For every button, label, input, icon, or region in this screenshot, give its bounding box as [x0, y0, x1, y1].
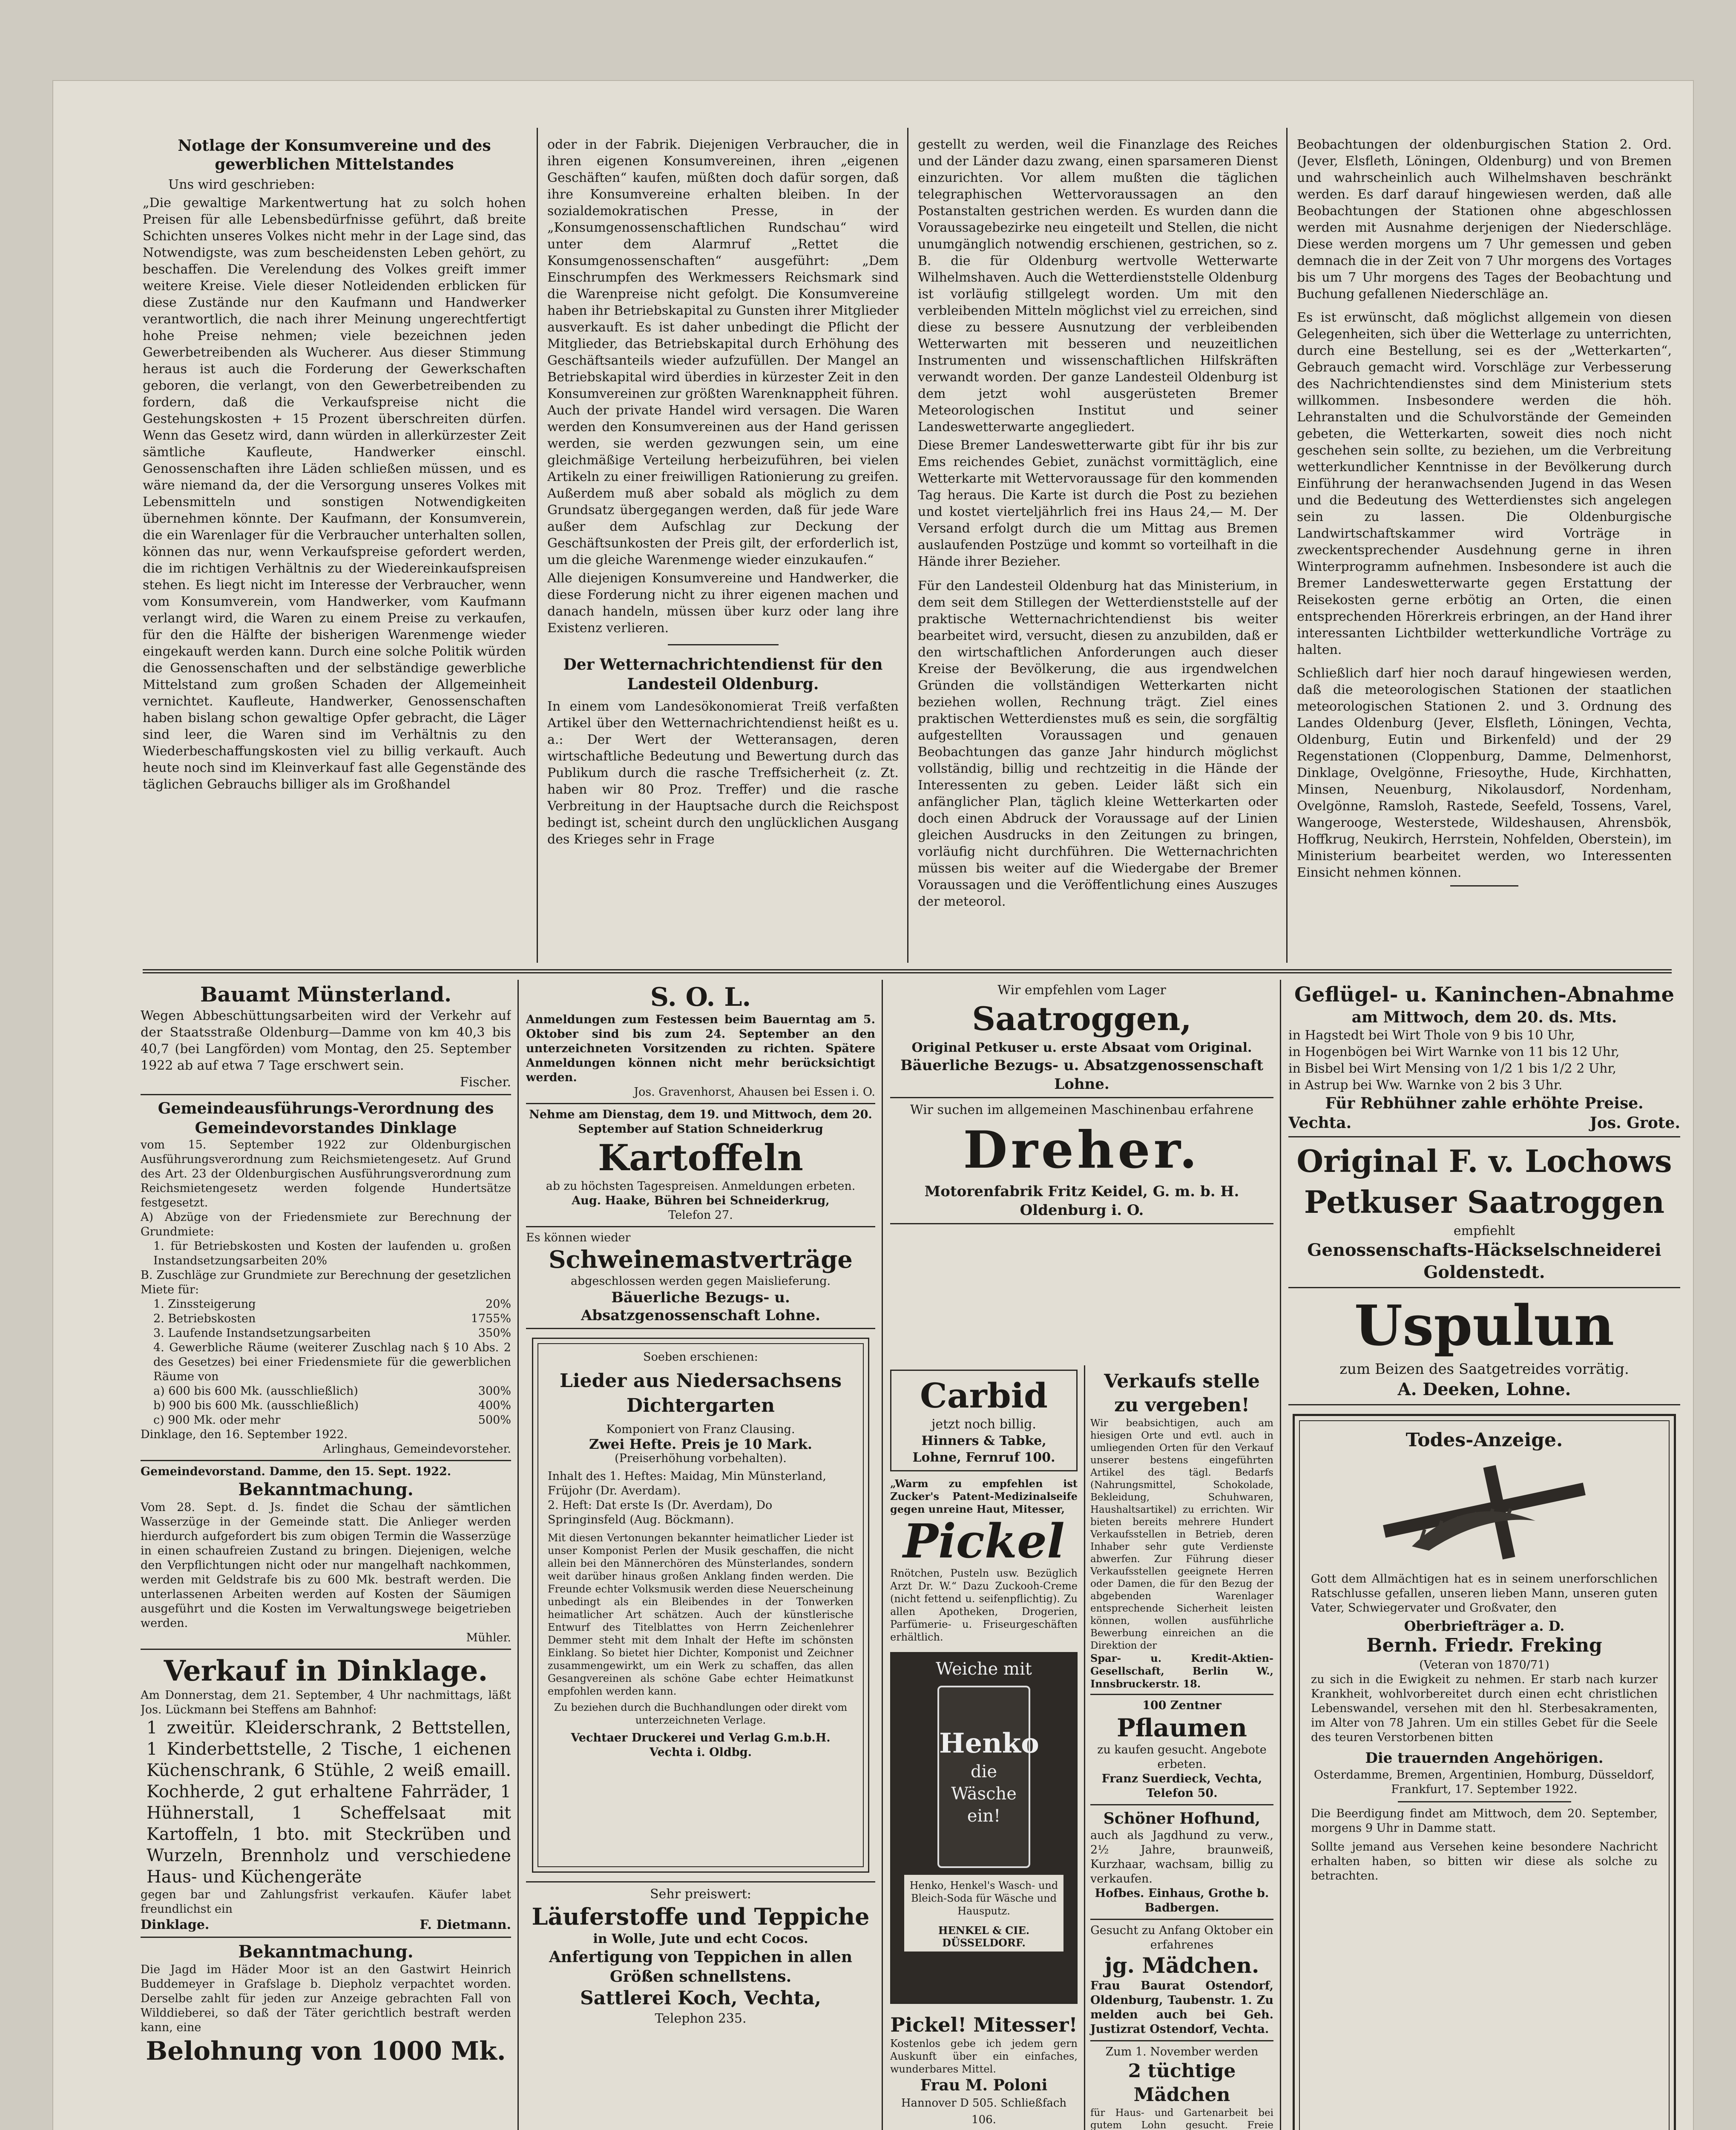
ad-title: Pickel: [903, 1514, 1065, 1569]
ad-footer: [1288, 1113, 1680, 1133]
ad-signature: Arlinghaus, Gemeindevorsteher.: [323, 1442, 511, 1456]
rate-label: 2. Betriebskosten: [153, 1312, 256, 1325]
ad-title: Bekanntmachung.: [238, 1942, 414, 1962]
ad-text: Wegen Abbeschüttungsarbeiten wird der Verkehr auf der Staatsstraße Oldenburg—Damme von km 40,3 bis 40,7 (bei Langförden) vom Montag, den 25. September 1922 ab auf etwa 7 Tage erschwert sein.: [141, 1008, 511, 1073]
ad-firm: Genossenschafts-Häckselschneiderei Goldenstedt.: [1307, 1240, 1661, 1282]
ad-address: Hannover D 505. Schließfach 106.: [901, 2097, 1067, 2126]
separator: [1398, 1801, 1571, 1802]
ad-separator: [141, 1460, 511, 1461]
article-title: Notlage der Konsumvereine und des gewerblichen Mittelstandes: [178, 137, 491, 173]
reward-heading: Belohnung von 1000 Mk.: [146, 2036, 506, 2066]
ad-separator: [141, 1937, 511, 1938]
ad-text: Inhalt des 1. Heftes: Maidag, Min Münsterland, Früjohr (Dr. Averdam).: [548, 1470, 826, 1497]
ad-text: ab zu höchsten Tagespreisen. Anmeldungen erbeten.: [546, 1180, 856, 1193]
ad-separator: [1090, 1694, 1273, 1695]
separator: [1450, 885, 1518, 887]
ad-separator: [526, 1226, 875, 1227]
rate-label: c) 900 Mk. oder mehr: [153, 1413, 281, 1427]
ad-schwein: [526, 1231, 875, 1324]
ad-column-4: [1288, 982, 1680, 2130]
ad-text: 2. Heft: Dat erste Is (Dr. Averdam), Do Springinsfeld (Aug. Böckmann).: [548, 1499, 773, 1526]
ad-date: am Mittwoch, dem 20. ds. Mts.: [1351, 1008, 1617, 1026]
ad-belohnung: [141, 1941, 511, 2067]
ad-separator: [890, 1223, 1273, 1224]
ad-note: Für Rebhühner zahle erhöhte Preise.: [1325, 1094, 1644, 1112]
henko-desc: Henko, Henkel's Wasch- und Bleich-Soda für Wäsche und Hausputz.: [904, 1875, 1063, 1922]
article-paragraph: oder in der Fabrik. Diejenigen Verbraucher, die in ihren eigenen Konsumvereinen, ihren „eigenen Geschäften“ kaufen, müßten doch dafür sorgen, daß ihre Konsumvereine erhalten bleiben. In der sozialdemokratischen Presse, in der „Konsumgenossenschaftlichen Rundschau“ wird unter dem Alarmruf „Rettet die Konsumgenossenschaften“ ausgeführt: „Dem Einschrumpfen des Werkmessers Reichsmark sind die Warenpreise nicht gefolgt. Die Konsumvereine haben ihr Betriebskapital zu Gunsten ihrer Mitglieder ausverkauft. Es ist daher unbedingt die Pflicht der Mitglieder, das Betriebskapital durch Erhöhung des Geschäftsanteils wieder aufzufüllen. Der Mangel an Betriebskapital wird überdies in kürzester Zeit in den Konsumvereinen zur größten Warenknappheit führen. Auch der private Handel wird versagen. Die Waren werden den Konsumvereinen aus der Hand gerissen werden, sie werden gezwungen sein, um eine gleichmäßige Verteilung herbeizuführen, bei vielen Artikeln zu einer freiwilligen Rationierung zu greifen. Außerdem muß aber sobald als möglich zu dem Grundsatz übergegangen werden, daß für jede Ware außer dem Aufschlag zur Deckung der Geschäftsunkosten der Preis gilt, der erforderlich ist, um die gleiche Warenmenge wieder einzukaufen.“: [547, 137, 899, 567]
ad-firm: Sattlerei Koch, Vechta,: [580, 1987, 821, 2009]
ad-title: Pflaumen: [1117, 1713, 1247, 1742]
ad-pflaumen: [1090, 1698, 1273, 1801]
ad-sol: [526, 982, 875, 1100]
ad-gefluegel: [1288, 982, 1680, 1133]
ad-firm: Franz Suerdieck, Vechta, Telefon 50.: [1101, 1772, 1262, 1800]
ad-text: jetzt noch billig.: [931, 1417, 1036, 1432]
ad-text: Es können wieder: [526, 1231, 631, 1244]
ad-text: für Haus- und Gartenarbeit bei gutem Lohn gesucht. Freie: [1090, 2107, 1273, 2130]
ad-separator: [141, 1094, 511, 1095]
rate-row: [141, 1413, 511, 1428]
ad-dreher: [890, 1102, 1273, 1220]
ad-firm: Bäuerliche Bezugs- u. Absatzgenossenschaft Lohne.: [581, 1289, 821, 1324]
ad-title: S. O. L.: [650, 982, 751, 1012]
ad-text: Original Petkuser u. erste Absaat vom Original.: [911, 1040, 1252, 1055]
article-paragraph: „Die gewaltige Markentwertung hat zu solch hohen Preisen für alle Lebensbedürfnisse geführt, daß breite Schichten unseres Volkes nicht mehr in der Lage sind, das Notwendigste, was zum bescheidensten Leben gehört, zu beschaffen. Die Verelendung des Volkes greift immer weitere Kreise. Viele dieser Notleidenden erblicken für diese Zustände nur den Kaufmann und Handwerker verantwortlich, die nach ihrer Meinung ungerechtfertigt hohe Preise nehmen; viele bezeichnen jeden Gewerbetreibenden als Wucherer. Aus dieser Stimmung heraus ist auch die Forderung der Gewerkschaften geboren, die verlangt, von den Gewerbetreibenden zu fordern, daß die Verkaufspreise nicht die Gestehungskosten + 15 Prozent überschreiten dürfen. Wenn das Gesetz wird, dann würden in allerkürzester Zeit sämtliche Kaufleute, Handwerker einschl. Genossenschaften ihre Läden schließen müssen, und es wäre niemand da, der die Versorgung unseres Volkes mit Lebensmitteln und sonstigen Notwendigkeiten übernehmen könnte. Der Kaufmann, der Konsumverein, die ein Warenlager für die Verbraucher unterhalten sollen, können das nur, wenn Verkaufspreise gefordert werden, die im richtigen Verhältnis zu der Wiedereinkaufspreisen stehen. Es liegt nicht im Interesse der Verbraucher, wenn vom Konsumverein, vom Handwerker, vom Kaufmann verlangt wird, die Waren zu einem Preise zu verkaufen, für den die Hälfte der bisherigen Warenmenge wieder eingekauft werden kann. Durch eine solche Politik würden die Genossenschaften und der selbständige gewerbliche Mittelstand zum großen Schaden der Allgemeinheit vernichtet. Kaufleute, Handwerker, Genossenschaften haben bislang schon gewaltige Opfer gebracht, die Läger sind leer, die Waren sind im Verhältnis zu den Wiederbeschaffungskosten viel zu billig verkauft. Auch heute noch sind im Kleinverkauf fast alle Gegenstände des täglichen Gebrauchs billiger als im Großhandel: [143, 196, 526, 792]
ad-title: Uspulun: [1354, 1293, 1615, 1358]
ad-separator: [1090, 1919, 1273, 1920]
section-rule: [143, 969, 1672, 970]
ad-text: B. Zuschläge zur Grundmiete zur Berechnung der gesetzlichen Miete für:: [141, 1269, 511, 1296]
ad-laeufer: [526, 1886, 875, 2027]
ad-firm: Aug. Haake, Bühren bei Schneiderkrug,: [572, 1194, 830, 1207]
ad-pickel2: [890, 2012, 1078, 2128]
schedule-row: in Astrup bei Ww. Warnke von 2 bis 3 Uhr.: [1288, 1078, 1563, 1093]
ad-text: Vom 28. Sept. d. Js. findet die Schau der sämtlichen Wasserzüge in der Gemeinde statt. Die Anlieger werden hierdurch aufgefordert bis zum obigen Termin die Wasserzüge in einen schaufreien Zustand zu bringen. Diejenigen, welche den Verpflichtungen nicht oder nur mangelhaft nachkommen, werden mit Geldstrafe bis zu 600 Mk. bestraft werden. Die unterlassenen Arbeiten werden auf Kosten der Säumigen ausgeführt und die Kosten im Verwaltungswege beigetrieben werden.: [141, 1501, 511, 1630]
henko-slogan: Weiche mit: [936, 1659, 1032, 1679]
ad-title: Saatroggen,: [972, 1000, 1192, 1038]
henko-slogan-2: die Wäsche ein!: [951, 1762, 1017, 1826]
ad-place: Lohne, Fernruf 100.: [912, 1450, 1055, 1465]
ad-subcolumn-left: [890, 1365, 1078, 2130]
ad-title: Bekanntmachung.: [238, 1479, 414, 1500]
ad-text: Frau Baurat Ostendorf, Oldenburg, Taubenstr. 1. Zu melden auch bei Geh. Justizrat Ostendorf, Vechta.: [1090, 1979, 1273, 2036]
ad-text: „Warm zu empfehlen ist Zucker's Patent-Medizinalseife gegen unreine Haut, Mitesser,: [890, 1477, 1078, 1515]
schedule-row: in Hagstedt bei Wirt Thole von 9 bis 10 Uhr,: [1288, 1028, 1575, 1043]
rate-value: 1755%: [471, 1312, 511, 1325]
ad-text: Gesucht zu Anfang Oktober ein erfahrenes: [1090, 1924, 1273, 1952]
ad-phone: Telephon 235.: [655, 2011, 747, 2026]
ad-title: Schweinemastverträge: [549, 1246, 853, 1274]
ad-title: Geflügel- u. Kaninchen-Abnahme: [1294, 983, 1674, 1007]
ad-rank: Oberbriefträger a. D.: [1404, 1618, 1565, 1634]
ad-text: abgeschlossen werden gegen Maislieferung.: [570, 1275, 831, 1288]
column-rule: [882, 980, 883, 2130]
ad-text: Komponiert von Franz Clausing.: [606, 1423, 795, 1436]
rate-row: [141, 1384, 511, 1399]
ad-place: Dinklage.: [141, 1917, 210, 1932]
ad-firm: Hofbes. Einhaus, Grothe b. Badbergen.: [1095, 1887, 1269, 1914]
ad-separator: [526, 1328, 875, 1329]
ad-signature: Jos. Gravenhorst, Ahausen bei Essen i. O.: [634, 1085, 875, 1099]
ad-carbid: [890, 1370, 1078, 1471]
rate-value: 300%: [478, 1384, 511, 1398]
rate-row: [141, 1399, 511, 1413]
ad-separator: [1288, 1404, 1680, 1405]
ad-pickel: [890, 1477, 1078, 1644]
ad-firm: Hinners & Tabke,: [921, 1433, 1046, 1448]
ad-firm: Spar- u. Kredit-Aktien-Gesellschaft, Berlin W., Innsbruckerstr. 18.: [1090, 1652, 1273, 1690]
schedule-row: in Hogenbögen bei Wirt Warnke von 11 bis 12 Uhr,: [1288, 1045, 1620, 1059]
ad-text: 1. für Betriebskosten und Kosten der laufenden u. großen Instandsetzungsarbeiten 20%: [153, 1240, 511, 1267]
ad-verkaufsstelle: [1090, 1370, 1273, 1690]
ad-text: Zu beziehen durch die Buchhandlungen oder direkt vom unterzeichneten Verlage.: [554, 1701, 848, 1726]
ad-text: vom 15. September 1922 zur Oldenburgischen Ausführungsverordnung zum Reichsmietengesetz. Auf Grund des Art. 23 der Oldenburgischen Ausführungsverordnung zum Reichsmietengesetz werden folgende Hundertsätze festgesetzt.: [141, 1138, 511, 1209]
ad-name: Bernh. Friedr. Freking: [1366, 1635, 1602, 1656]
ad-phone: Telefon 27.: [668, 1209, 733, 1222]
ad-title: Gemeindeausführungs-Verordnung des Gemeindevorstandes Dinklage: [158, 1100, 494, 1137]
ad-verkauf: [141, 1653, 511, 1933]
ad-henko: [890, 1652, 1078, 2004]
ad-separator: [526, 1103, 875, 1104]
article-paragraph: gestellt zu werden, weil die Finanzlage des Reiches und der Länder dazu zwang, einen sparsameren Dienst einzurichten. Vor allem mußten die täglichen telegraphischen Wettervoraussagen an den Postanstalten gestrichen werden. Es wurden dann die Voraussagebezirke neu eingeteilt und Stellen, die nicht unumgänglich notwendig erschienen, gestrichen, so z. B. die für Oldenburg wertvolle Wetterwarte Wilhelmshaven. Auch die Wetterdienststelle Oldenburg ist vorläufig stillgelegt worden. Um mit den verbleibenden Mitteln möglichst viel zu erreichen, sind diese zu bessere Ausnutzung der verbleibenden Wetterwarten mit besseren und neuzeitlichen Instrumenten und wissenschaftlichen Hilfskräften verwandt worden. Der ganze Landesteil Oldenburg ist dem jetzt wohl ausgerüsteten Bremer Meteorologischen Institut und seiner Landeswetterwarte angegliedert.: [918, 137, 1278, 435]
ad-separator: [890, 1097, 1273, 1098]
ad-title: Bauamt Münsterland.: [200, 983, 451, 1007]
rate-label: a) 600 bis 600 Mk. (ausschließlich): [153, 1384, 358, 1398]
ad-text: zum Beizen des Saatgetreides vorrätig.: [1339, 1361, 1629, 1378]
ad-text: empfiehlt: [1453, 1223, 1515, 1238]
ad-todes: [1293, 1414, 1676, 2130]
newspaper-page: [53, 81, 1693, 2130]
ad-text: 100 Zentner: [1142, 1699, 1222, 1712]
ad-text: Am Donnerstag, dem 21. September, 4 Uhr nachmittags, läßt Jos. Lückmann bei Steffens am Bahnhof:: [141, 1689, 511, 1716]
ad-title: Verkaufs stelle zu vergeben!: [1104, 1370, 1260, 1416]
ad-signature: Jos. Grote.: [1589, 1114, 1680, 1132]
ad-saatroggen: [890, 982, 1273, 1094]
ad-text: Zum 1. November werden: [1105, 2045, 1259, 2058]
ad-title: Pickel! Mitesser!: [890, 2013, 1078, 2036]
column-rule: [1280, 980, 1281, 2130]
ad-text: auch als Jagdhund zu verw., 2½ Jahre, braunweiß, Kurzhaar, wachsam, billig zu verkaufen.: [1090, 1829, 1273, 1885]
rate-row: [141, 1326, 511, 1341]
ad-damme: [141, 1465, 511, 1645]
ad-title: Dreher.: [963, 1120, 1201, 1180]
ad-text: Osterdamme, Bremen, Argentinien, Homburg, Düsseldorf, Frankfurt, 17. September 1922.: [1313, 1768, 1655, 1796]
ad-signature: F. Dietmann.: [420, 1917, 511, 1932]
ad-text: gegen bar und Zahlungsfrist verkaufen. Käufer labet freundlichst ein: [141, 1888, 511, 1916]
ad-firm: Bäuerliche Bezugs- u. Absatzgenossenschaft Lohne.: [900, 1057, 1264, 1093]
ad-place: Vechta.: [1288, 1114, 1352, 1132]
column-rule: [537, 128, 538, 963]
ad-text: (Veteran von 1870/71): [1419, 1658, 1549, 1672]
article-paragraph: Für den Landesteil Oldenburg hat das Ministerium, in dem seit dem Stillegen der Wetterdienststelle auf der praktische Wetternachrichtendienst bis weiter bearbeitet wird, versucht, diesen zu anzubilden, daß er den wirtschaftlichen Anforderungen auch dieser Kreise der Bevölkerung, die aus irgendwelchen Gründen die vollständigen Wetterkarten nicht beziehen wollen, Rechnung trägt. Ziel eines praktischen Wetterdienstes muß es sein, die sorgfältig aufgestellten Voraussagen und genauen Beobachtungen das ganze Jahr hindurch möglichst vollständig, billig und rechtzeitig in die Hände der Interessenten zu geben. Leider läßt sich ein anfänglicher Plan, täglich kleine Wetterkarten oder doch einen Abdruck der Voraussage auf der Linien gleichen Ausdrucks in den Zeitungen zu bringen, vorläufig nicht durchführen. Die Wetternachrichten müssen bis weiter auf die Wiedergabe der Bremer Voraussagen und die Veröffentlichung eines Auszuges der meteorol.: [918, 579, 1278, 909]
ad-uspulun: [1288, 1292, 1680, 1401]
ad-hofhund: [1090, 1809, 1273, 1915]
ad-text: Nehme am Dienstag, dem 19. und Mittwoch, dem 20. September auf Station Schneiderkrug: [529, 1108, 872, 1136]
ad-header: Gemeindevorstand. Damme, den 15. Sept. 1922.: [141, 1465, 451, 1478]
column-rule: [907, 128, 908, 963]
ad-separator: [526, 1881, 875, 1882]
rate-value: 400%: [478, 1399, 511, 1412]
ad-title-2: Petkuser Saatroggen: [1304, 1184, 1665, 1220]
ad-text: in Wolle, Jute und echt Cocos.: [593, 1931, 808, 1946]
ad-mourners: Die trauernden Angehörigen.: [1365, 1750, 1604, 1767]
ad-text: Anmeldungen zum Festessen beim Bauerntag am 5. Oktober sind bis zum 24. September an den unterzeichneten Vorsitzenden zu richten. Spätere Anmeldungen können nicht mehr berücksichtigt werden.: [526, 1013, 875, 1084]
ad-column-2: [526, 982, 875, 2130]
ad-text: Wir suchen im allgemeinen Maschinenbau erfahrene: [910, 1102, 1254, 1117]
schedule-row: in Bisbel bei Wirt Mensing von 1/2 1 bis 1/2 2 Uhr,: [1288, 1061, 1617, 1076]
ad-firm: Vechtaer Druckerei und Verlag G.m.b.H. Vechta i. Oldbg.: [571, 1731, 831, 1759]
ad-text: Die Jagd im Häder Moor ist an den Gastwirt Heinrich Buddemeyer in Grafslage b. Diepholz verpachtet worden. Derselbe zahlt für jeden zur Anzeige gebrachten Fall von Wilddieberei, so daß der Täter gerichtlich bestraft werden kann, eine: [141, 1963, 511, 2034]
ad-separator: [1090, 1804, 1273, 1805]
ad-text: Wir empfehlen vom Lager: [997, 983, 1166, 998]
column-rule: [1286, 128, 1288, 963]
cross-wreath-icon: [1365, 1457, 1604, 1568]
column-rule: [517, 980, 519, 2130]
ad-footer: [141, 1917, 511, 1933]
rate-label: b) 900 bis 600 Mk. (ausschließlich): [153, 1399, 359, 1412]
rate-value: 500%: [478, 1413, 511, 1427]
ad-signature: Mühler.: [466, 1631, 511, 1644]
article-intro: Uns wird geschrieben:: [168, 177, 315, 192]
ad-title: Schöner Hofhund,: [1103, 1810, 1261, 1828]
ad-date: Dinklage, den 16. September 1922.: [141, 1428, 348, 1441]
ad-lochow: [1288, 1141, 1680, 1284]
rate-value: 20%: [485, 1298, 511, 1311]
article-paragraph: In einem vom Landesökonomierat Treiß verfaßten Artikel über den Wetternachrichtendienst heißt es u. a.: Der Wert der Wetteransagen, deren wirtschaftliche Bedeutung und Bewertung durch das Publikum durch die rasche Treffsicherheit (z. Zt. haben wir 80 Proz. Treffer) und die rasche Verbreitung in der Hauptsache durch die Reichspost bedingt ist, scheint durch den unglücklichen Ausgang des Krieges sehr in Frage: [547, 699, 899, 847]
ad-text: Mit diesen Vertonungen bekannter heimatlicher Lieder ist unser Komponist Perlen der Musik geschaffen, die nicht allein bei den Männerchören des Münsterlandes, sondern weit darüber hinaus großen Anklang finden werden. Die Freunde echter Volksmusik werden diese Neuerscheinung unbedingt als ein Bleibendes in der Tonwerken heimatlicher Art schätzen. Auch der künstlerische Entwurf des Titelblattes von Herrn Zeichenlehrer Demmer steht mit dem Inhalt der Hefte im schönsten Einklang. So bietet hier Dichter, Komponist und Zeichner zusammengewirkt, um ein Werk zu schaffen, das allen Gesangvereinen als schöne Gabe echter Heimatkunst empfohlen werden kann.: [548, 1532, 854, 1697]
ad-title: Lieder aus Niedersachsens Dichtergarten: [560, 1370, 842, 1416]
ad-text: Soeben erschienen:: [643, 1350, 758, 1364]
ad-verordnung: [141, 1099, 511, 1456]
ad-lieder: [532, 1338, 869, 1873]
ad-firm: Motorenfabrik Fritz Keidel, G. m. b. H. Oldenburg i. O.: [924, 1183, 1239, 1219]
ad-title: Original F. v. Lochows: [1296, 1143, 1672, 1179]
article-column-1: [143, 136, 526, 965]
ad-title: Verkauf in Dinklage.: [164, 1654, 488, 1687]
ad-subcolumn-right: [1090, 1365, 1273, 2130]
ad-text: (Preiserhöhung vorbehalten).: [615, 1452, 787, 1465]
article-paragraph: Alle diejenigen Konsumvereine und Handwerker, die diese Forderung nicht zu ihrer eigenen machen und danach handeln, müssen über kurz oder lang ihre Existenz verlieren.: [547, 571, 899, 636]
ad-column-3: [890, 982, 1273, 2130]
rate-row: [141, 1312, 511, 1326]
rate-value: 350%: [478, 1327, 511, 1340]
ad-column-1: [141, 982, 511, 2130]
article-column-4: [1297, 136, 1672, 965]
article-paragraph: Schließlich darf hier noch darauf hingewiesen werden, daß die meteorologischen Stationen der staatlichen meteorologischen Stationen 2. und 3. Ordnung des Landes Oldenburg (Jever, Elsfleth, Löningen, Vechta, Oldenburg, Eutin und Birkenfeld) und der 29 Regenstationen (Cloppenburg, Damme, Delmenhorst, Dinklage, Ovelgönne, Friesoythe, Hude, Kirchhatten, Minsen, Neuenburg, Nikolausdorf, Nordenham, Ovelgönne, Ramsloh, Rastede, Seefeld, Tossens, Varel, Wangerooge, Westerstede, Wildeshausen, Ahrensbök, Hoffkrug, Neukirch, Herrstein, Nohfelden, Oberstein), im Ministerium bearbeitet werden, wo Interessenten Einsicht nehmen können.: [1297, 666, 1672, 880]
ad-name: Frau M. Poloni: [920, 2076, 1048, 2094]
ad-separator: [141, 1649, 511, 1650]
rate-row: [141, 1297, 511, 1312]
ad-title: Läuferstoffe und Teppiche: [532, 1903, 870, 1930]
ad-text: A) Abzüge von der Friedensmiete zur Berechnung der Grundmiete:: [141, 1211, 511, 1238]
ad-price: Zwei Hefte. Preis je 10 Mark.: [589, 1436, 812, 1452]
article-column-3: [918, 136, 1278, 965]
ad-title: 2 tüchtige Mädchen: [1128, 2060, 1236, 2106]
ad-text: Sehr preiswert:: [650, 1887, 751, 1902]
ad-text: Gott dem Allmächtigen hat es in seinem unerforschlichen Ratschlusse gefallen, unseren lieben Mann, unseren guten Vater, Schwiegervater und Großvater, den: [1311, 1572, 1658, 1615]
henko-brand: Henko: [939, 1727, 1039, 1759]
article-title: Der Wetternachrichtendienst für den Landesteil Oldenburg.: [563, 656, 883, 693]
ad-signature: Fischer.: [460, 1075, 511, 1090]
ad-text: zu sich in die Ewigkeit zu nehmen. Er starb nach kurzer Krankheit, wohlvorbereitet durch einen echt christlichen Lebenswandel, versehen mit den hl. Sterbesakramenten, im Alter von 78 Jahren. Um ein stilles Gebet für die Seele des teuren Verstorbenen bitten: [1311, 1673, 1658, 1744]
ad-text: zu kaufen gesucht. Angebote erbeten.: [1097, 1743, 1267, 1771]
ad-text: Die Beerdigung findet am Mittwoch, dem 20. September, morgens 9 Uhr in Damme statt.: [1311, 1807, 1658, 1835]
ad-kartoffeln: [526, 1108, 875, 1223]
ad-title: Kartoffeln: [598, 1137, 803, 1179]
ad-separator: [1288, 1136, 1680, 1137]
ad-title: Carbid: [920, 1376, 1048, 1416]
subcolumn-rule: [1084, 1365, 1085, 2130]
rate-label: 3. Laufende Instandsetzungsarbeiten: [153, 1327, 371, 1340]
ad-bauamt: [141, 982, 511, 1091]
ad-text: Rnötchen, Pusteln usw. Bezüglich Arzt Dr. W.“ Dazu Zuckooh-Creme (nicht fettend u. seifenpflichtig). Zu allen Apotheken, Drogerien, Parfümerie- u. Friseurgeschäften erhältlich.: [890, 1567, 1078, 1643]
henko-firm: HENKEL & CIE. DÜSSELDORF.: [904, 1922, 1063, 1952]
ad-separator: [1090, 2040, 1273, 2041]
ad-text: Sollte jemand aus Versehen keine besondere Nachricht erhalten haben, so bitten wir diese als solche zu betrachten.: [1311, 1840, 1658, 1882]
henko-package-icon: [937, 1686, 1039, 1868]
rate-label: 1. Zinssteigerung: [153, 1298, 256, 1311]
ad-firm: A. Deeken, Lohne.: [1397, 1379, 1571, 1399]
ad-title: Todes-Anzeige.: [1405, 1429, 1563, 1451]
ad-maedchen: [1090, 1923, 1273, 2037]
ad-title: jg. Mädchen.: [1104, 1953, 1259, 1978]
separator: [668, 644, 779, 645]
ad-2maedchen: [1090, 2045, 1273, 2130]
article-paragraph: Diese Bremer Landeswetterwarte gibt für ihr bis zur Ems reichendes Gebiet, zunächst vormittäglich, eine Wetterkarte mit Wettervoraussage für den kommenden Tag heraus. Die Karte ist durch die Post zu beziehen und kostet vierteljährlich frei ins Haus 24,— M. Der Versand erfolgt durch die um Mittag aus Bremen auslaufenden Postzüge und kommt so vorteilhaft in die Hände ihrer Bezieher.: [918, 438, 1278, 569]
article-paragraph: Beobachtungen der oldenburgischen Station 2. Ord. (Jever, Elsfleth, Löningen, Oldenburg) und von Bremen und wahrscheinlich auch Wilhelmshaven beschränkt werden. Es darf darauf hingewiesen werden, daß alle Beobachtungen der Stationen ohne abgeschlossen werden mit Ausnahme derjenigen der Niederschläge. Diese werden morgens um 7 Uhr gemessen und geben demnach die in der Zeit von 7 Uhr morgens des Vortages bis um 7 Uhr morgens des Tages der Beobachtung und Buchung gefallenen Niederschläge an.: [1297, 137, 1672, 302]
ad-text: 4. Gewerbliche Räume (weiterer Zuschlag nach § 10 Abs. 2 des Gesetzes) bei einer Friedensmiete für die gewerblichen Räume von: [153, 1341, 511, 1383]
ad-text: Kostenlos gebe ich jedem gern Auskunft über ein einfaches, wunderbares Mittel.: [890, 2038, 1078, 2075]
ad-items: 1 zweitür. Kleiderschrank, 2 Bettstellen, 1 Kinderbettstelle, 2 Tische, 1 eichenen Küchenschrank, 6 Stühle, 2 weiß emaill. Kochherde, 2 gut erhaltene Fahrräder, 1 Hühnerstall, 1 Scheffelsaat mit Kartoffeln, 1 bto. mit Steckrüben und Wurzeln, Brennholz und verschiedene Haus- und Küchengeräte: [147, 1718, 511, 1887]
ad-text: Anfertigung von Teppichen in allen Größen schnellstens.: [549, 1948, 853, 1986]
article-paragraph: Es ist erwünscht, daß möglichst allgemein von diesen Gelegenheiten, sich über die Wetterlage zu unterrichten, durch eine Bestellung, sei es der „Wetterkarten“, Gebrauch gemacht wird. Vorschläge zur Verbesserung des Nachrichtendienstes sind dem Ministerium stets willkommen. Insbesondere werden die höh. Lehranstalten und die Schulvorstände der Gemeinden gebeten, die Wetterkarten, soweit dies noch nicht geschehen sein sollte, zu beziehen, um die Verbreitung wetterkundlicher Kenntnisse in der Bevölkerung durch Einführung der heranwachsenden Jugend in das Wesen und die Bedeutung des Wetterdienstes sich angelegen sein zu lassen. Die Oldenburgische Landwirtschaftskammer wird Vorträge in zweckentsprechender Ausdehnung gerne in ihren Winterprogramm aufnehmen. Insbesondere ist auch die Bremer Landeswetterwarte gegen Erstattung der Reisekosten gerne erbötig an Orten, die einen entsprechenden Hörerkreis erbringen, an der Hand ihrer interessanten Lichtbilder wetterkundliche Vorträge zu halten.: [1297, 310, 1672, 657]
article-column-2: [547, 136, 899, 965]
section-rule: [143, 972, 1672, 973]
ad-separator: [1288, 1287, 1680, 1288]
ad-text: Wir beabsichtigen, auch am hiesigen Orte und evtl. auch in umliegenden Orten für den Verkauf unserer bestens eingeführten Artikel des tägl. Bedarfs (Nahrungsmittel, Schokolade, Bekleidung, Schuhwaren, Haushaltsartikel) zu errichten. Wir bieten bereits mehrere Hundert Verkaufsstellen in Betrieb, deren Inhaber sehr gute Verdienste abwerfen. Zur Führung dieser Verkaufsstellen geeignete Herren oder Damen, die für den Bezug der abgebenden Warenlager entsprechende Sicherheit leisten können, wollen ausführliche Bewerbung einreichen an die Direktion der: [1090, 1418, 1273, 1651]
